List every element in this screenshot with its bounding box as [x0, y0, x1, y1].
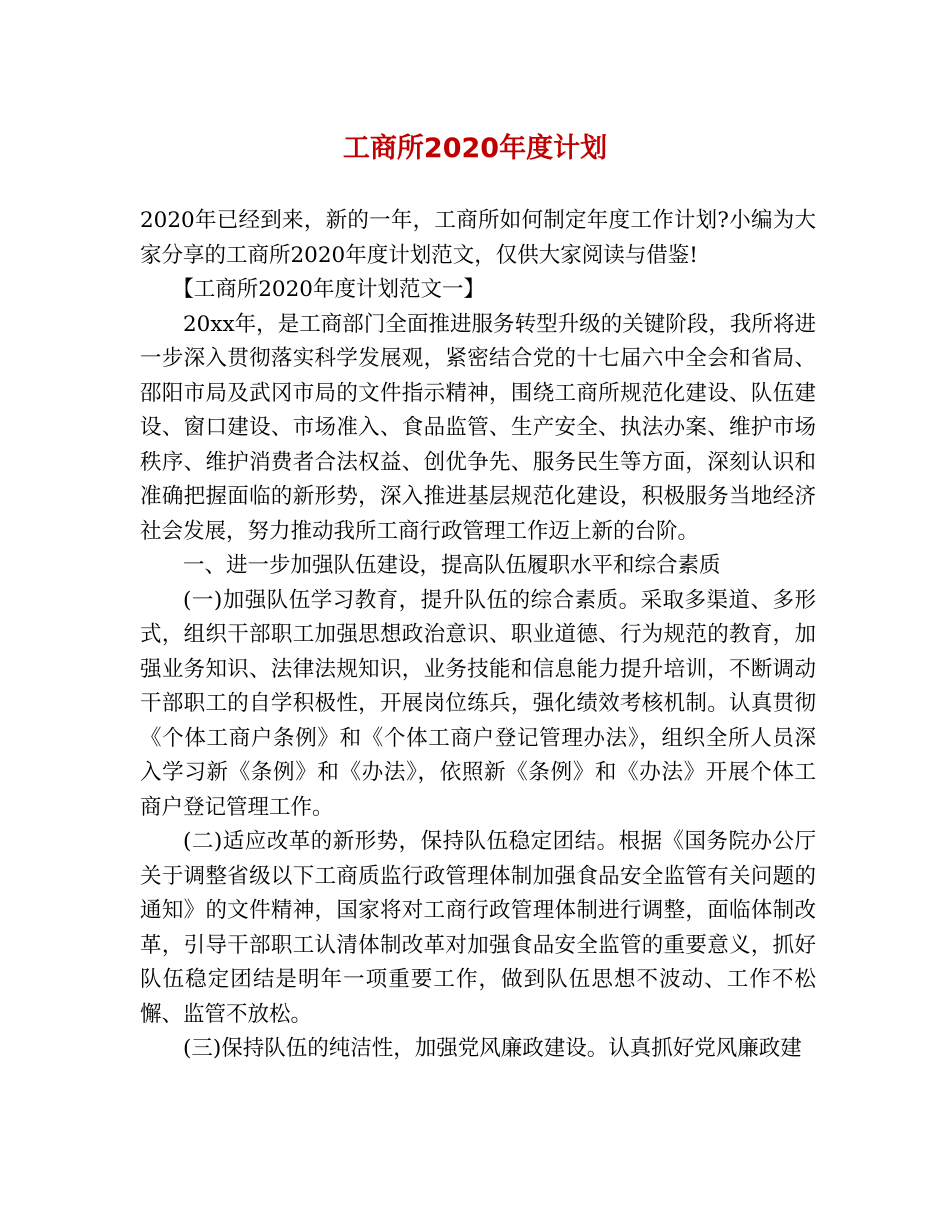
body-paragraph: (三)保持队伍的纯洁性，加强党风廉政建设。认真抓好党风廉政建	[183, 1036, 802, 1061]
document-title: 工商所2020年度计划	[342, 133, 608, 164]
intro-paragraph: 2020年已经到来，新的一年，工商所如何制定年度工作计划?小编为大家分享的工商所2020年度计划范文，仅供大家阅读与借鉴!	[140, 208, 816, 268]
document-body	[140, 204, 816, 1067]
body-paragraph: 20xx年，是工商部门全面推进服务转型升级的关键阶段，我所将进一步深入贯彻落实科学发展观，紧密结合党的十七届六中全会和省局、邵阳市局及武冈市局的文件指示精神，围绕工商所规范化建设、队伍建设、窗口建设、市场准入、食品监管、生产安全、执法办案、维护市场秩序、维护消费者合法权益、创优争先、服务民生等方面，深刻认识和准确把握面临的新形势，深入推进基层规范化建设，积极服务当地经济社会发展，努力推动我所工商行政管理工作迈上新的台阶。	[140, 311, 816, 544]
sample-heading: 【工商所2020年度计划范文一】	[172, 277, 485, 302]
body-paragraph: (一)加强队伍学习教育，提升队伍的综合素质。采取多渠道、多形式，组织干部职工加强思想政治意识、职业道德、行为规范的教育，加强业务知识、法律法规知识，业务技能和信息能力提升培训，不断调动干部职工的自学积极性，开展岗位练兵，强化绩效考核机制。认真贯彻《个体工商户条例》和《个体工商户登记管理办法》，组织全所人员深入学习新《条例》和《办法》，依照新《条例》和《办法》开展个体工商户登记管理工作。	[140, 587, 816, 820]
section-heading: 一、进一步加强队伍建设，提高队伍履职水平和综合素质	[183, 553, 721, 578]
body-paragraph: (二)适应改革的新形势，保持队伍稳定团结。根据《国务院办公厅关于调整省级以下工商质监行政管理体制加强食品安全监管有关问题的通知》的文件精神，国家将对工商行政管理体制进行调整，面临体制改革，引导干部职工认清体制改革对加强食品安全监管的重要意义，抓好队伍稳定团结是明年一项重要工作，做到队伍思想不波动、工作不松懈、监管不放松。	[140, 829, 816, 1027]
